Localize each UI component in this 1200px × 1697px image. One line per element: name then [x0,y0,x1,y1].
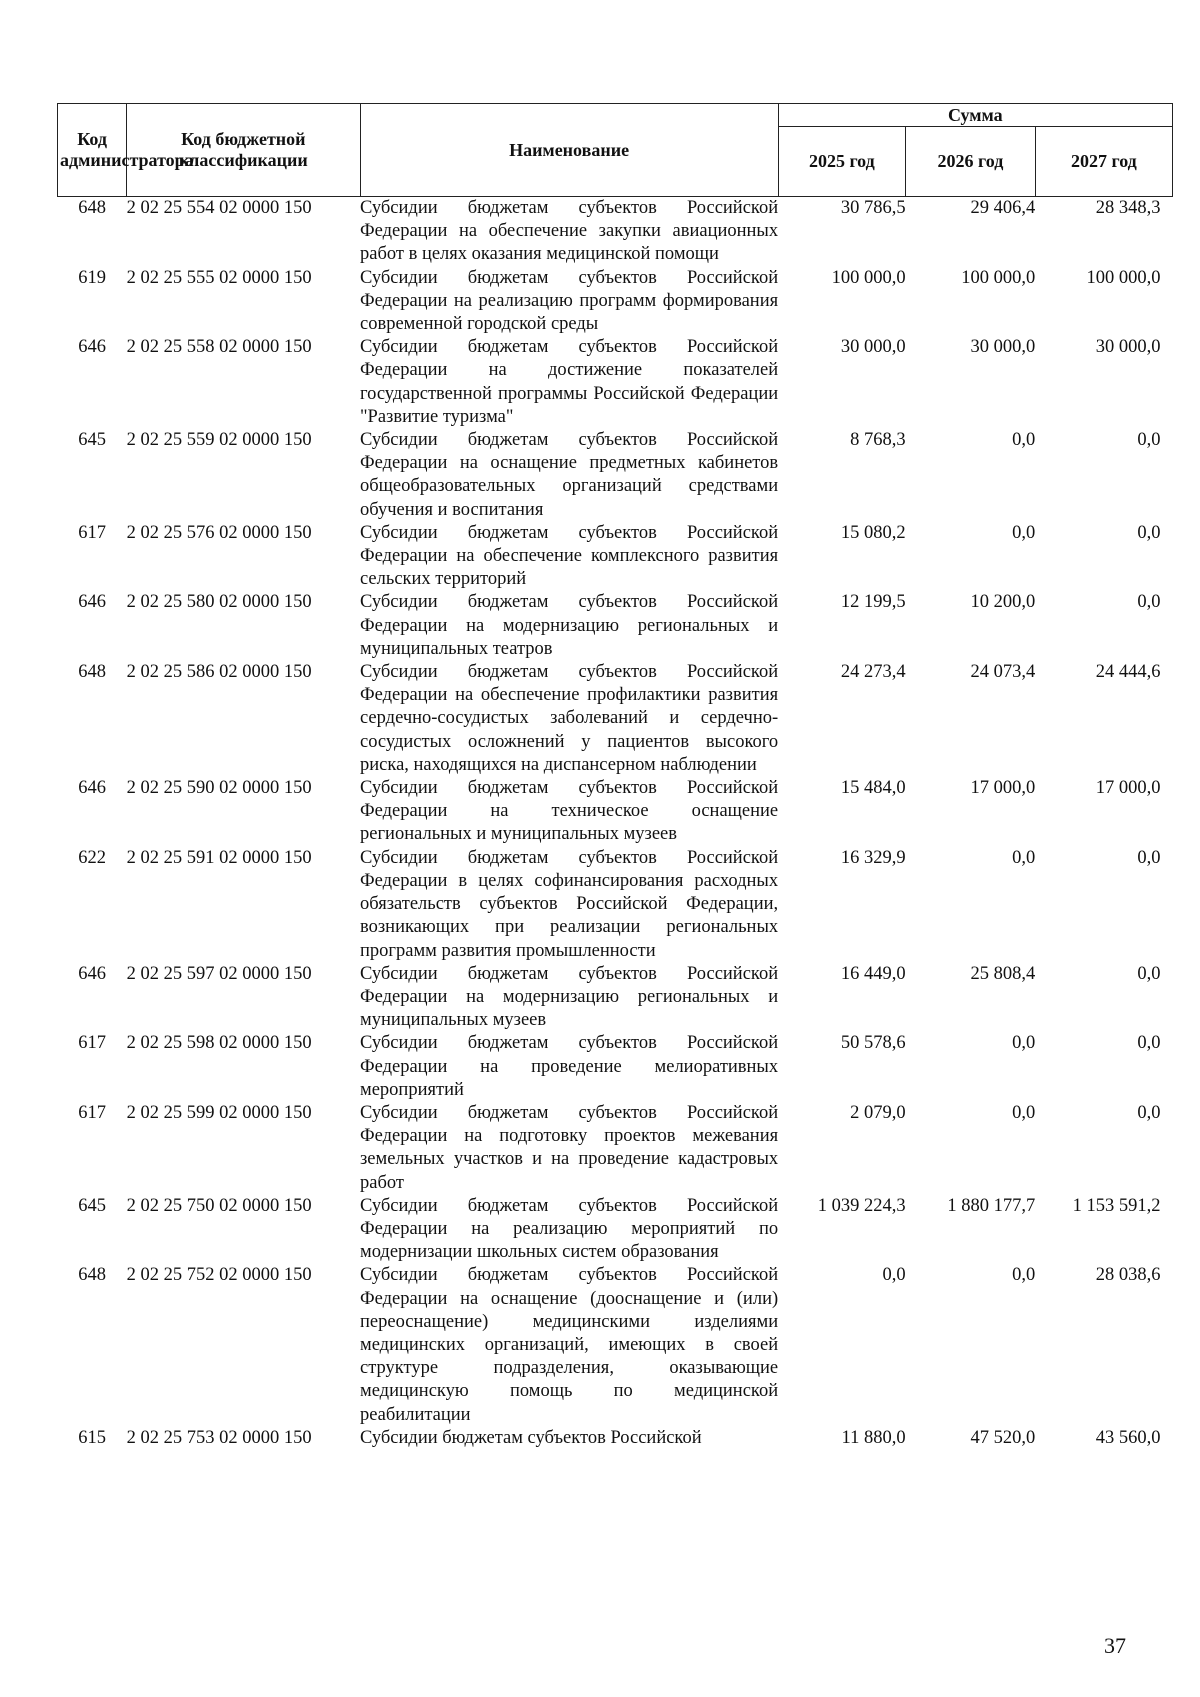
header-year-2027: 2027 год [1035,127,1172,197]
amount-2027-cell: 100 000,0 [1086,267,1161,288]
name-cell: Субсидии бюджетам субъектов Российской Федерации на достижение показателей государственной программы Российской Федерации "Развитие туризма" [360,337,779,427]
admin-code-cell: 619 [78,267,106,288]
table-row [58,336,1173,429]
header-admin-code: Код администратора [58,104,127,197]
amount-2027-cell: 28 038,6 [1095,1265,1161,1286]
name-cell: Субсидии бюджетам субъектов Российской Федерации на подготовку проектов межевания земельных участков и на проведение кадастровых работ [360,1102,779,1193]
header-sum: Сумма [778,104,1172,127]
kbk-cell: 2 02 25 753 02 0000 150 [126,1427,312,1448]
kbk-cell: 2 02 25 598 02 0000 150 [126,1033,312,1054]
admin-code-cell: 646 [78,963,106,984]
amount-2026-cell: 25 808,4 [970,963,1036,984]
amount-2027-cell: 0,0 [1137,522,1161,543]
amount-2027-cell: 0,0 [1137,592,1161,613]
table-body [58,197,1173,1450]
admin-code-cell: 617 [78,1033,106,1054]
table-row [58,197,1173,267]
page-number: 37 [1104,1633,1126,1658]
name-cell: Субсидии бюджетам субъектов Российской [360,1427,702,1448]
name-cell: Субсидии бюджетам субъектов Российской Федерации в целях софинансирования расходных обязательств субъектов Российской Федерации, возникающих при реализации региональных программ развития промышленности [360,847,779,961]
kbk-cell: 2 02 25 580 02 0000 150 [126,592,312,613]
amount-2025-cell: 30 000,0 [840,337,906,358]
table-row [58,847,1173,963]
name-cell: Субсидии бюджетам субъектов Российской Федерации на модернизацию региональных и муниципальных музеев [360,963,779,1031]
admin-code-cell: 648 [78,198,106,218]
admin-code-cell: 646 [78,592,106,613]
table-row [58,1264,1173,1426]
table-row [58,267,1173,337]
amount-2026-cell: 24 073,4 [970,662,1036,683]
name-cell: Субсидии бюджетам субъектов Российской Федерации на реализацию мероприятий по модернизации школьных систем образования [360,1195,779,1263]
amount-2027-cell: 0,0 [1137,963,1161,984]
amount-2025-cell: 0,0 [882,1265,906,1286]
header-year-2026: 2026 год [906,127,1036,197]
table-row [58,1032,1173,1102]
amount-2025-cell: 30 786,5 [840,198,906,218]
kbk-cell: 2 02 25 586 02 0000 150 [126,662,312,683]
header-year-2025: 2025 год [778,127,905,197]
amount-2027-cell: 43 560,0 [1095,1427,1161,1448]
amount-2025-cell: 16 329,9 [840,847,906,868]
amount-2026-cell: 100 000,0 [961,267,1036,288]
table-row [58,1195,1173,1265]
name-cell: Субсидии бюджетам субъектов Российской Федерации на оснащение предметных кабинетов общеобразовательных организаций средствами обучения и воспитания [360,430,779,520]
amount-2027-cell: 1 153 591,2 [1072,1195,1161,1216]
amount-2025-cell: 1 039 224,3 [817,1195,906,1216]
amount-2026-cell: 29 406,4 [970,198,1036,218]
name-cell: Субсидии бюджетам субъектов Российской Федерации на обеспечение закупки авиационных работ в целях оказания медицинской помощи [360,198,779,265]
amount-2027-cell: 24 444,6 [1095,662,1161,683]
amount-2026-cell: 0,0 [1012,1033,1036,1054]
table-row [58,591,1173,661]
amount-2025-cell: 16 449,0 [840,963,906,984]
kbk-cell: 2 02 25 752 02 0000 150 [126,1265,312,1286]
amount-2027-cell: 0,0 [1137,847,1161,868]
amount-2026-cell: 0,0 [1012,847,1036,868]
table-row [58,777,1173,847]
amount-2026-cell: 10 200,0 [970,592,1036,613]
admin-code-cell: 645 [78,430,106,451]
name-cell: Субсидии бюджетам субъектов Российской Федерации на обеспечение профилактики развития сердечно-сосудистых заболеваний и сердечно-сосудистых осложнений у пациентов высокого риска, находящихся на диспансерном наблюдении [360,662,779,775]
name-cell: Субсидии бюджетам субъектов Российской Федерации на обеспечение комплексного развития сельских территорий [360,522,779,590]
name-cell: Субсидии бюджетам субъектов Российской Федерации на реализацию программ формирования современной городской среды [360,267,779,335]
amount-2025-cell: 50 578,6 [840,1033,906,1054]
table-row [58,429,1173,522]
kbk-cell: 2 02 25 750 02 0000 150 [126,1195,312,1216]
name-cell: Субсидии бюджетам субъектов Российской Федерации на модернизацию региональных и муниципальных театров [360,592,779,659]
amount-2027-cell: 17 000,0 [1095,778,1161,799]
amount-2025-cell: 24 273,4 [840,662,906,683]
admin-code-cell: 648 [78,1265,106,1286]
table-row [58,522,1173,592]
name-cell: Субсидии бюджетам субъектов Российской Федерации на оснащение (дооснащение и (или) переоснащение) медицинскими изделиями медицинских организаций, имеющих в своей структуре подразделения, оказывающие медицинскую помощь по медицинской реабилитации [360,1265,779,1425]
amount-2026-cell: 0,0 [1012,1265,1036,1286]
admin-code-cell: 648 [78,662,106,683]
amount-2027-cell: 30 000,0 [1095,337,1161,358]
table-row [58,1102,1173,1195]
amount-2025-cell: 100 000,0 [831,267,906,288]
header-name: Наименование [360,104,778,197]
name-cell: Субсидии бюджетам субъектов Российской Федерации на проведение мелиоративных мероприятий [360,1033,779,1100]
admin-code-cell: 615 [78,1427,106,1448]
amount-2027-cell: 0,0 [1137,1033,1161,1054]
kbk-cell: 2 02 25 558 02 0000 150 [126,337,312,358]
table-row [58,661,1173,777]
amount-2025-cell: 12 199,5 [840,592,906,613]
amount-2027-cell: 0,0 [1137,1102,1161,1123]
admin-code-cell: 646 [78,778,106,799]
budget-table [57,103,1173,1450]
amount-2025-cell: 15 080,2 [840,522,906,543]
table-header [58,104,1173,197]
amount-2026-cell: 47 520,0 [970,1427,1036,1448]
kbk-cell: 2 02 25 597 02 0000 150 [126,963,312,984]
kbk-cell: 2 02 25 559 02 0000 150 [126,430,312,451]
amount-2026-cell: 0,0 [1012,430,1036,451]
admin-code-cell: 646 [78,337,106,358]
amount-2026-cell: 17 000,0 [970,778,1036,799]
amount-2027-cell: 28 348,3 [1095,198,1161,218]
kbk-cell: 2 02 25 554 02 0000 150 [126,198,312,218]
amount-2026-cell: 1 880 177,7 [947,1195,1036,1216]
amount-2025-cell: 2 079,0 [850,1102,906,1123]
admin-code-cell: 622 [78,847,106,868]
amount-2025-cell: 11 880,0 [841,1427,906,1448]
kbk-cell: 2 02 25 576 02 0000 150 [126,522,312,543]
admin-code-cell: 617 [78,1102,106,1123]
kbk-cell: 2 02 25 555 02 0000 150 [126,267,312,288]
admin-code-cell: 617 [78,522,106,543]
amount-2026-cell: 0,0 [1012,522,1036,543]
admin-code-cell: 645 [78,1195,106,1216]
amount-2025-cell: 15 484,0 [840,778,906,799]
table-row [58,963,1173,1033]
amount-2026-cell: 0,0 [1012,1102,1036,1123]
header-kbk: Код бюджетной классификации [127,104,360,197]
amount-2027-cell: 0,0 [1137,430,1161,451]
table-row [58,1427,1173,1450]
kbk-cell: 2 02 25 591 02 0000 150 [126,847,312,868]
amount-2026-cell: 30 000,0 [970,337,1036,358]
amount-2025-cell: 8 768,3 [850,430,906,451]
kbk-cell: 2 02 25 599 02 0000 150 [126,1102,312,1123]
kbk-cell: 2 02 25 590 02 0000 150 [126,778,312,799]
name-cell: Субсидии бюджетам субъектов Российской Федерации на техническое оснащение региональных и муниципальных музеев [360,778,779,845]
